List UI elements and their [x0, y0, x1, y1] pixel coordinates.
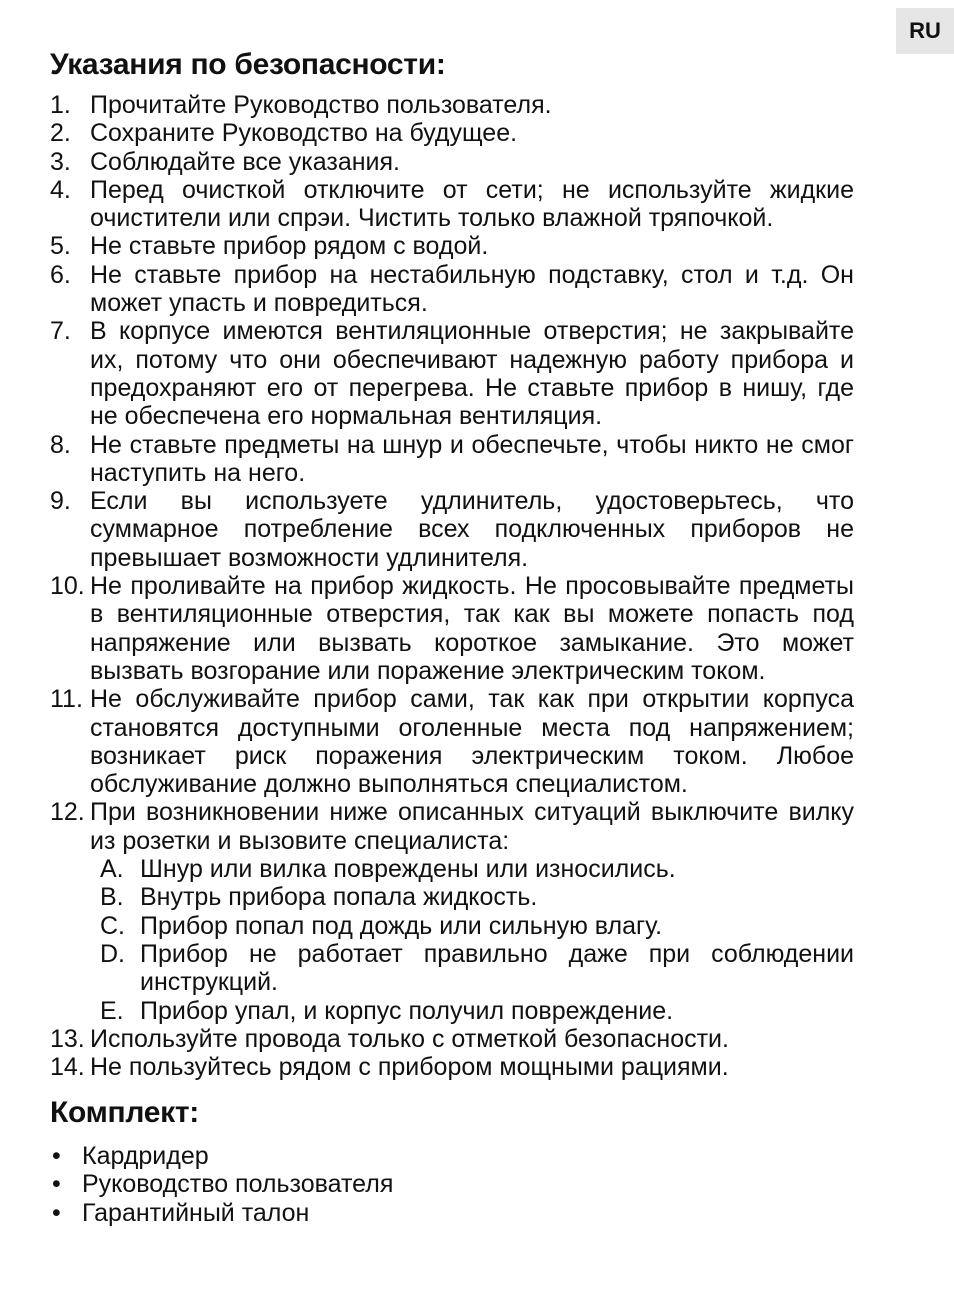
kit-item	[50, 1142, 854, 1170]
bullet-icon: •	[52, 1198, 61, 1227]
list-item	[50, 798, 854, 1024]
item-number: 9.	[50, 487, 71, 516]
sub-list	[90, 855, 854, 1025]
list-item	[50, 1053, 854, 1081]
list-item	[50, 685, 854, 798]
kit-title: Комплект:	[50, 1096, 199, 1129]
safety-list	[50, 91, 854, 1081]
bullet-icon: •	[52, 1170, 61, 1199]
language-tab: RU	[896, 8, 954, 54]
item-text: Прочитайте Руководство пользователя.	[90, 91, 552, 119]
item-number: 13.	[50, 1024, 85, 1053]
list-item	[50, 487, 854, 572]
sub-list-item	[90, 997, 854, 1025]
sub-list-item	[90, 855, 854, 883]
item-number: 10.	[50, 572, 85, 601]
item-text: В корпусе имеются вентиляционные отверстия; не закрывайте их, потому что они обеспечивают надежную работу прибора и предохраняют его от перегрева. Не ставьте прибор в нишу, где не обеспечена его нормальная вентиляция.	[90, 317, 854, 431]
item-number: 3.	[50, 147, 71, 176]
sub-item-text: Прибор упал, и корпус получил повреждение.	[140, 996, 674, 1025]
item-text: Не ставьте предметы на шнур и обеспечьте, чтобы никто не смог наступить на него.	[90, 430, 854, 487]
list-item	[50, 119, 854, 147]
list-item	[50, 148, 854, 176]
list-item	[50, 431, 854, 488]
kit-item-text: Гарантийный талон	[82, 1198, 310, 1227]
item-text: Используйте провода только с отметкой безопасности.	[90, 1024, 729, 1053]
item-text: Сохраните Руководство на будущее.	[90, 119, 518, 148]
item-number: 2.	[50, 119, 71, 148]
kit-item	[50, 1199, 854, 1227]
item-number: 14.	[50, 1053, 85, 1082]
item-number: 11.	[50, 685, 83, 714]
kit-item-text: Кардридер	[82, 1142, 209, 1170]
list-item	[50, 261, 854, 318]
item-number: 4.	[50, 175, 71, 204]
item-number: 1.	[50, 91, 71, 119]
list-item	[50, 232, 854, 260]
list-item	[50, 317, 854, 430]
list-item	[50, 572, 854, 685]
item-number: 5.	[50, 232, 71, 261]
item-text: Соблюдайте все указания.	[90, 147, 400, 176]
sub-item-text: Шнур или вилка повреждены или износились.	[140, 855, 676, 884]
item-number: 8.	[50, 430, 71, 459]
item-text: Не пользуйтесь рядом с прибором мощными рациями.	[90, 1053, 729, 1082]
safety-title: Указания по безопасности:	[50, 48, 446, 81]
item-text: Если вы используете удлинитель, удостоверьтесь, что суммарное потребление всех подключенных приборов не превышает возможности удлинителя.	[90, 487, 854, 572]
item-text: Не ставьте прибор на нестабильную подставку, стол и т.д. Он может упасть и повредиться.	[90, 260, 854, 318]
sub-item-letter: A.	[100, 855, 124, 884]
item-text: Перед очисткой отключите от сети; не используйте жидкие очистители или спрэи. Чистить только влажной тряпочкой.	[90, 175, 854, 233]
item-number: 12.	[50, 798, 85, 827]
kit-item	[50, 1170, 854, 1198]
sub-list-item	[90, 940, 854, 997]
item-text: Не ставьте прибор рядом с водой.	[90, 232, 489, 261]
sub-item-letter: D.	[100, 939, 125, 968]
bullet-icon: •	[52, 1142, 61, 1170]
item-number: 7.	[50, 317, 71, 346]
sub-list-item	[90, 883, 854, 911]
sub-list-item	[90, 912, 854, 940]
sub-item-text: Прибор попал под дождь или сильную влагу.	[140, 911, 663, 940]
list-item	[50, 176, 854, 233]
item-text: Не обслуживайте прибор сами, так как при открытии корпуса становятся доступными оголенные места под напряжением; возникает риск поражения электрическим током. Любое обслуживание должно выполняться специалистом.	[90, 685, 854, 799]
item-text: Не проливайте на прибор жидкость. Не просовывайте предметы в вентиляционные отверстия, так как вы можете попасть под напряжение или вызвать короткое замыкание. Это может вызвать возгорание или поражение электрическим током.	[90, 572, 854, 685]
list-item	[50, 91, 854, 119]
sub-item-letter: C.	[100, 911, 125, 940]
sub-item-letter: E.	[100, 996, 124, 1025]
list-item	[50, 1025, 854, 1053]
item-text: При возникновении ниже описанных ситуаций выключите вилку из розетки и вызовите специалиста:	[90, 798, 854, 855]
sub-item-letter: B.	[100, 883, 124, 912]
sub-item-text: Прибор не работает правильно даже при соблюдении инструкций.	[140, 939, 854, 997]
item-number: 6.	[50, 260, 71, 289]
sub-item-text: Внутрь прибора попала жидкость.	[140, 883, 538, 912]
kit-list	[50, 1142, 854, 1227]
kit-item-text: Руководство пользователя	[82, 1170, 394, 1199]
